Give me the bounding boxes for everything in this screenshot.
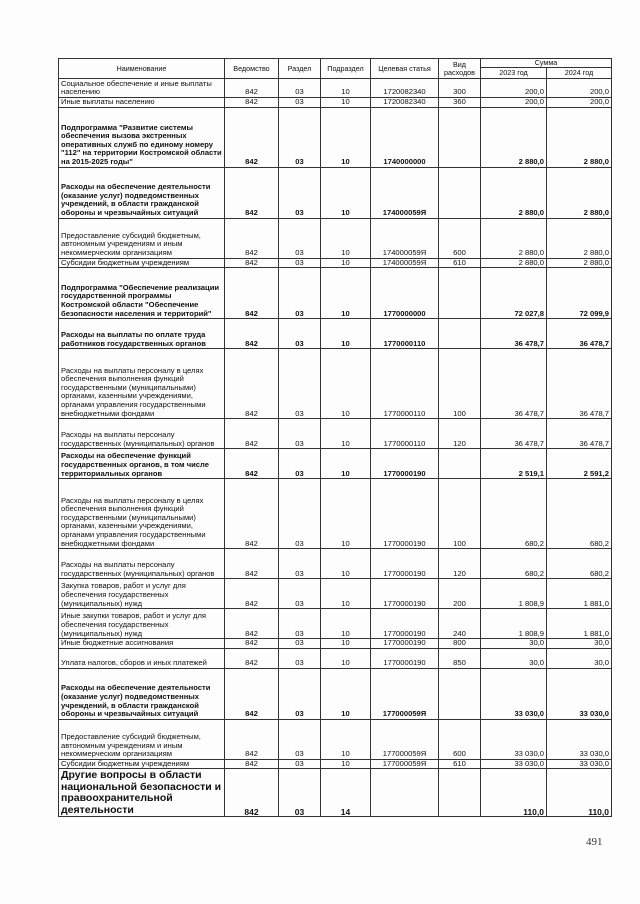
- table-cell-sum-2024: 2 880,0: [547, 258, 612, 268]
- table-cell-sum-2023: 200,0: [481, 98, 547, 108]
- table-cell-vid: [439, 167, 481, 218]
- table-cell-podrazdel: 10: [321, 98, 371, 108]
- table-cell-razdel: 03: [279, 107, 321, 167]
- table-cell-name: Расходы на выплаты персоналу государственных (муниципальных) органов: [59, 549, 225, 579]
- table-row: [59, 79, 612, 98]
- table-cell-vedomstvo: 842: [225, 609, 279, 639]
- table-cell-razdel: 03: [279, 609, 321, 639]
- table-cell-sum-2023: 36 478,7: [481, 349, 547, 419]
- table-cell-sum-2024: 2 880,0: [547, 167, 612, 218]
- table-cell-podrazdel: 10: [321, 107, 371, 167]
- table-row: [59, 349, 612, 419]
- table-cell-sum-2023: 2 519,1: [481, 449, 547, 479]
- table-row: [59, 648, 612, 668]
- table-cell-podrazdel: 10: [321, 268, 371, 319]
- table-cell-sum-2024: 680,2: [547, 549, 612, 579]
- table-cell-razdel: 03: [279, 218, 321, 258]
- table-cell-vedomstvo: 842: [225, 419, 279, 449]
- table-cell-sum-2023: 2 880,0: [481, 218, 547, 258]
- table-cell-name: Расходы на выплаты персоналу в целях обеспечения выполнения функций государственными (муниципальными) органами, казенными учреждениями, органами управления государственными внебюджетными фондами: [59, 479, 225, 549]
- table-cell-sum-2023: 2 880,0: [481, 167, 547, 218]
- budget-table: [58, 58, 612, 817]
- table-cell-name: Иные закупки товаров, работ и услуг для обеспечения государственных (муниципальных) нужд: [59, 609, 225, 639]
- table-cell-razdel: 03: [279, 449, 321, 479]
- header-summa: Сумма: [481, 59, 612, 68]
- table-cell-sum-2024: 2 880,0: [547, 107, 612, 167]
- table-cell-target: 1770000190: [371, 609, 439, 639]
- table-cell-sum-2023: 30,0: [481, 639, 547, 649]
- table-cell-name: Подпрограмма "Развитие системы обеспечения вызова экстренных оперативных служб по единому номеру "112" на территории Костромской области на 2015-2025 годы": [59, 107, 225, 167]
- table-cell-sum-2024: 33 030,0: [547, 719, 612, 759]
- table-cell-vedomstvo: 842: [225, 639, 279, 649]
- table-cell-vedomstvo: 842: [225, 349, 279, 419]
- table-cell-razdel: 03: [279, 79, 321, 98]
- table-header: [59, 59, 612, 79]
- table-row: [59, 719, 612, 759]
- table-cell-sum-2024: 72 099,9: [547, 268, 612, 319]
- table-cell-razdel: 03: [279, 98, 321, 108]
- table-cell-sum-2024: 1 881,0: [547, 609, 612, 639]
- table-cell-sum-2023: 36 478,7: [481, 319, 547, 349]
- table-cell-sum-2023: 2 880,0: [481, 107, 547, 167]
- table-cell-sum-2024: 110,0: [547, 769, 612, 817]
- table-row: [59, 319, 612, 349]
- table-cell-razdel: 03: [279, 167, 321, 218]
- table-cell-name: Закупка товаров, работ и услуг для обеспечения государственных (муниципальных) нужд: [59, 579, 225, 609]
- table-cell-sum-2024: 2 591,2: [547, 449, 612, 479]
- table-row: [59, 549, 612, 579]
- table-row: [59, 218, 612, 258]
- table-cell-vedomstvo: 842: [225, 79, 279, 98]
- table-row: [59, 579, 612, 609]
- table-cell-sum-2023: 680,2: [481, 479, 547, 549]
- table-cell-name: Субсидии бюджетным учреждениям: [59, 258, 225, 268]
- table-cell-vid: [439, 107, 481, 167]
- table-cell-sum-2023: 30,0: [481, 648, 547, 668]
- header-vid: Вид расходов: [439, 59, 481, 79]
- table-cell-name: Подпрограмма "Обеспечение реализации государственной программы Костромской области "Обеспечение безопасности населения и территорий": [59, 268, 225, 319]
- table-cell-razdel: 03: [279, 579, 321, 609]
- table-row: [59, 479, 612, 549]
- table-cell-vid: [439, 769, 481, 817]
- table-cell-podrazdel: 10: [321, 319, 371, 349]
- table-cell-vedomstvo: 842: [225, 769, 279, 817]
- table-cell-vid: 120: [439, 419, 481, 449]
- table-cell-sum-2024: 36 478,7: [547, 349, 612, 419]
- table-cell-sum-2024: 200,0: [547, 79, 612, 98]
- table-cell-podrazdel: 10: [321, 349, 371, 419]
- table-row: [59, 167, 612, 218]
- table-cell-razdel: 03: [279, 479, 321, 549]
- header-target: Целевая статья: [371, 59, 439, 79]
- table-cell-target: 177000059Я: [371, 759, 439, 769]
- page-number: 491: [586, 836, 603, 848]
- table-cell-target: 1770000110: [371, 319, 439, 349]
- table-cell-sum-2023: 1 808,9: [481, 579, 547, 609]
- table-cell-razdel: 03: [279, 319, 321, 349]
- table-cell-sum-2023: 36 478,7: [481, 419, 547, 449]
- table-cell-name: Расходы на выплаты по оплате труда работников государственных органов: [59, 319, 225, 349]
- table-cell-vid: [439, 449, 481, 479]
- table-cell-podrazdel: 10: [321, 449, 371, 479]
- table-cell-razdel: 03: [279, 268, 321, 319]
- table-cell-name: Расходы на обеспечение деятельности (оказание услуг) подведомственных учреждений, в области гражданской обороны и чрезвычайных ситуаций: [59, 167, 225, 218]
- table-cell-target: 1720082340: [371, 79, 439, 98]
- table-cell-podrazdel: 10: [321, 549, 371, 579]
- table-cell-sum-2023: 33 030,0: [481, 759, 547, 769]
- table-cell-sum-2023: 72 027,8: [481, 268, 547, 319]
- table-cell-target: 1770000110: [371, 349, 439, 419]
- table-cell-razdel: 03: [279, 759, 321, 769]
- table-cell-vid: 600: [439, 218, 481, 258]
- table-cell-vid: [439, 668, 481, 719]
- table-cell-name: Социальное обеспечение и иные выплаты населению: [59, 79, 225, 98]
- table-cell-vedomstvo: 842: [225, 648, 279, 668]
- header-vedomstvo: Ведомство: [225, 59, 279, 79]
- table-row: [59, 258, 612, 268]
- table-cell-razdel: 03: [279, 719, 321, 759]
- table-cell-sum-2024: 680,2: [547, 479, 612, 549]
- table-cell-target: 177000059Я: [371, 668, 439, 719]
- table-cell-sum-2024: 33 030,0: [547, 668, 612, 719]
- table-cell-name: Расходы на обеспечение функций государственных органов, в том числе территориальных органов: [59, 449, 225, 479]
- table-cell-sum-2024: 36 478,7: [547, 419, 612, 449]
- table-cell-podrazdel: 10: [321, 167, 371, 218]
- table-cell-razdel: 03: [279, 648, 321, 668]
- table-cell-podrazdel: 14: [321, 769, 371, 817]
- table-cell-razdel: 03: [279, 769, 321, 817]
- table-row: [59, 639, 612, 649]
- table-cell-vid: 360: [439, 98, 481, 108]
- table-cell-vid: [439, 268, 481, 319]
- table-cell-target: 1770000190: [371, 449, 439, 479]
- table-cell-vid: 120: [439, 549, 481, 579]
- table-cell-vedomstvo: 842: [225, 579, 279, 609]
- table-cell-sum-2023: 1 808,9: [481, 609, 547, 639]
- table-cell-vid: 240: [439, 609, 481, 639]
- table-cell-sum-2024: 30,0: [547, 639, 612, 649]
- table-cell-name: Иные выплаты населению: [59, 98, 225, 108]
- table-cell-name: Предоставление субсидий бюджетным, автономным учреждениям и иным некоммерческим организациям: [59, 719, 225, 759]
- table-cell-sum-2024: 30,0: [547, 648, 612, 668]
- table-cell-target: 174000059Я: [371, 167, 439, 218]
- table-cell-sum-2023: 2 880,0: [481, 258, 547, 268]
- table-cell-vedomstvo: 842: [225, 668, 279, 719]
- table-row: [59, 668, 612, 719]
- table-cell-vid: 610: [439, 258, 481, 268]
- header-year-2024: 2024 год: [547, 68, 612, 79]
- table-cell-target: 174000059Я: [371, 218, 439, 258]
- table-cell-razdel: 03: [279, 419, 321, 449]
- table-cell-podrazdel: 10: [321, 648, 371, 668]
- table-cell-vid: 610: [439, 759, 481, 769]
- table-cell-sum-2023: 200,0: [481, 79, 547, 98]
- table-cell-razdel: 03: [279, 258, 321, 268]
- header-razdel: Раздел: [279, 59, 321, 79]
- table-cell-name: Уплата налогов, сборов и иных платежей: [59, 648, 225, 668]
- table-cell-razdel: 03: [279, 349, 321, 419]
- table-cell-target: 174000059Я: [371, 258, 439, 268]
- table-cell-sum-2024: 1 881,0: [547, 579, 612, 609]
- table-cell-target: 1770000110: [371, 419, 439, 449]
- table-cell-name: Расходы на выплаты персоналу в целях обеспечения выполнения функций государственными (муниципальными) органами, казенными учреждениями, органами управления государственными внебюджетными фондами: [59, 349, 225, 419]
- table-row: [59, 419, 612, 449]
- table-cell-vedomstvo: 842: [225, 319, 279, 349]
- table-cell-sum-2024: 2 880,0: [547, 218, 612, 258]
- table-cell-podrazdel: 10: [321, 609, 371, 639]
- table-cell-vedomstvo: 842: [225, 549, 279, 579]
- table-cell-razdel: 03: [279, 549, 321, 579]
- table-cell-vid: 600: [439, 719, 481, 759]
- table-cell-sum-2023: 33 030,0: [481, 668, 547, 719]
- table-cell-target: 1740000000: [371, 107, 439, 167]
- table-cell-vid: 100: [439, 349, 481, 419]
- table-cell-target: 1770000190: [371, 648, 439, 668]
- table-cell-vid: 300: [439, 79, 481, 98]
- table-cell-sum-2023: 33 030,0: [481, 719, 547, 759]
- table-cell-podrazdel: 10: [321, 479, 371, 549]
- table-cell-target: 1720082340: [371, 98, 439, 108]
- table-cell-podrazdel: 10: [321, 579, 371, 609]
- table-row: [59, 107, 612, 167]
- table-cell-podrazdel: 10: [321, 719, 371, 759]
- table-cell-target: 1770000190: [371, 579, 439, 609]
- table-cell-target: 1770000190: [371, 549, 439, 579]
- header-year-2023: 2023 год: [481, 68, 547, 79]
- table-cell-podrazdel: 10: [321, 759, 371, 769]
- table-cell-podrazdel: 10: [321, 218, 371, 258]
- table-cell-target: 1770000190: [371, 479, 439, 549]
- table-cell-vedomstvo: 842: [225, 268, 279, 319]
- table-cell-sum-2023: 110,0: [481, 769, 547, 817]
- table-cell-podrazdel: 10: [321, 79, 371, 98]
- table-cell-vedomstvo: 842: [225, 107, 279, 167]
- table-cell-vedomstvo: 842: [225, 258, 279, 268]
- table-row: [59, 759, 612, 769]
- table-cell-vedomstvo: 842: [225, 449, 279, 479]
- header-name: Наименование: [59, 59, 225, 79]
- table-cell-name: Расходы на выплаты персоналу государственных (муниципальных) органов: [59, 419, 225, 449]
- table-cell-vid: 100: [439, 479, 481, 549]
- table-cell-target: [371, 769, 439, 817]
- table-row: [59, 449, 612, 479]
- table-cell-vid: 800: [439, 639, 481, 649]
- table-cell-vid: [439, 319, 481, 349]
- table-cell-sum-2023: 680,2: [481, 549, 547, 579]
- table-cell-vedomstvo: 842: [225, 719, 279, 759]
- table-body: [59, 79, 612, 817]
- table-cell-vedomstvo: 842: [225, 218, 279, 258]
- table-cell-sum-2024: 33 030,0: [547, 759, 612, 769]
- header-podrazdel: Подраздел: [321, 59, 371, 79]
- table-row: [59, 609, 612, 639]
- table-cell-target: 177000059Я: [371, 719, 439, 759]
- table-cell-sum-2024: 200,0: [547, 98, 612, 108]
- table-cell-podrazdel: 10: [321, 419, 371, 449]
- table-cell-podrazdel: 10: [321, 668, 371, 719]
- table-cell-name: Иные бюджетные ассигнования: [59, 639, 225, 649]
- table-cell-vid: 200: [439, 579, 481, 609]
- table-cell-name: Субсидии бюджетным учреждениям: [59, 759, 225, 769]
- table-cell-vedomstvo: 842: [225, 167, 279, 218]
- table-row: [59, 769, 612, 817]
- table-cell-podrazdel: 10: [321, 639, 371, 649]
- table-cell-razdel: 03: [279, 639, 321, 649]
- table-cell-vedomstvo: 842: [225, 98, 279, 108]
- table-cell-sum-2024: 36 478,7: [547, 319, 612, 349]
- table-cell-vedomstvo: 842: [225, 479, 279, 549]
- table-cell-razdel: 03: [279, 668, 321, 719]
- table-cell-name: Предоставление субсидий бюджетным, автономным учреждениям и иным некоммерческим организациям: [59, 218, 225, 258]
- table-row: [59, 268, 612, 319]
- table-cell-vid: 850: [439, 648, 481, 668]
- table-cell-name: Другие вопросы в области национальной безопасности и правоохранительной деятельности: [59, 769, 225, 817]
- table-cell-target: 1770000000: [371, 268, 439, 319]
- table-cell-vedomstvo: 842: [225, 759, 279, 769]
- table-row: [59, 98, 612, 108]
- table-cell-target: 1770000190: [371, 639, 439, 649]
- table-cell-name: Расходы на обеспечение деятельности (оказание услуг) подведомственных учреждений, в области гражданской обороны и чрезвычайных ситуаций: [59, 668, 225, 719]
- table-cell-podrazdel: 10: [321, 258, 371, 268]
